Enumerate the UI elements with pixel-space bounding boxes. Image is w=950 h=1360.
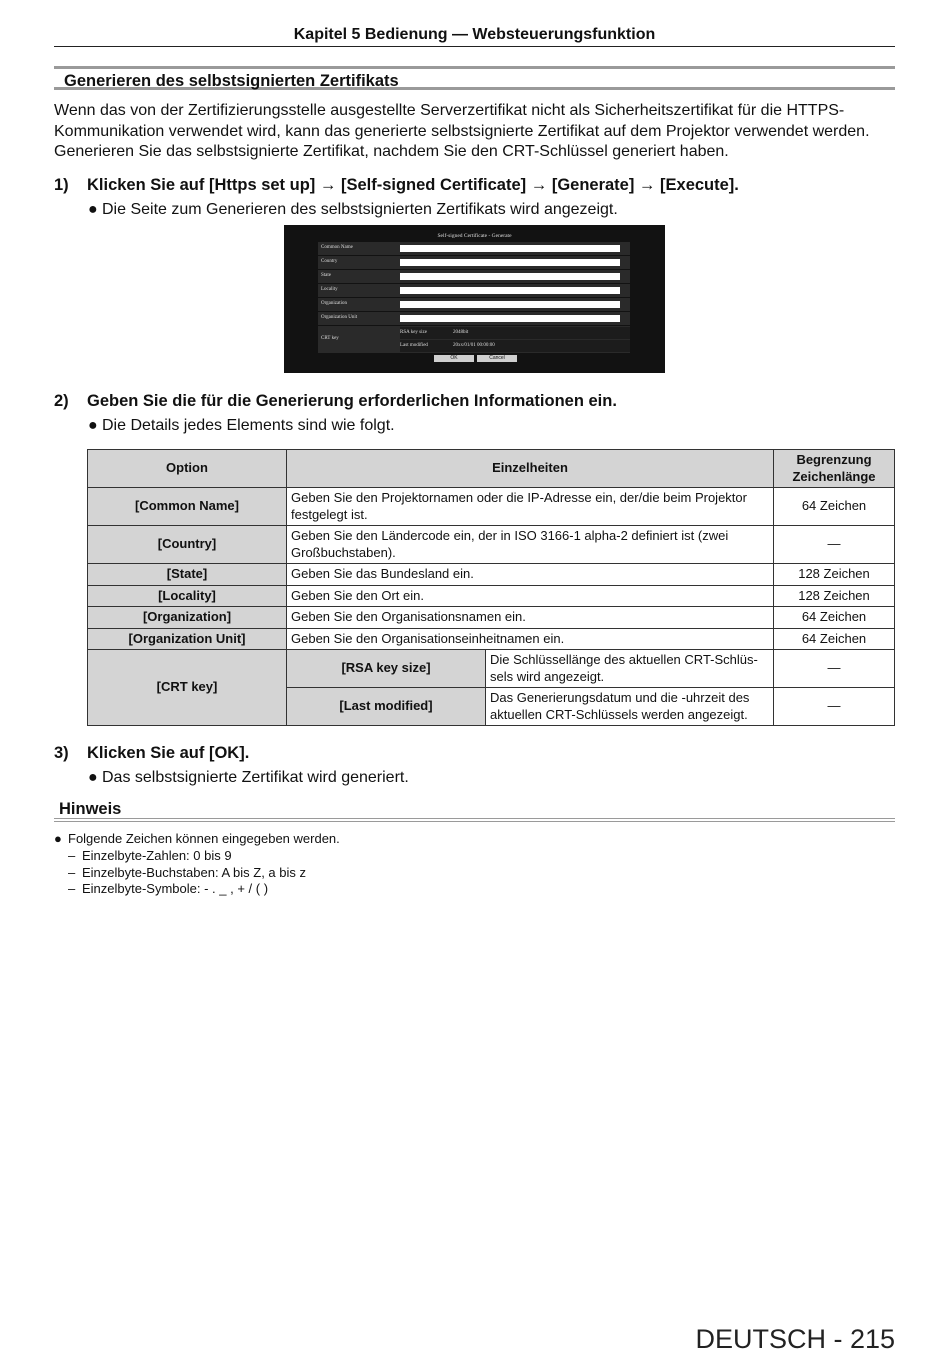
option-cell: [Common Name] (88, 488, 287, 526)
note-bullet (54, 831, 340, 846)
option-cell: [Organization Unit] (88, 628, 287, 650)
limit-cell: 64 Zeichen (774, 628, 895, 650)
section-title: Generieren des selbstsignierten Zertifikats (54, 66, 895, 90)
screen-title: Self-signed Certificate - Generate (437, 233, 512, 239)
col-limit-line2: Zeichenlänge (792, 468, 876, 484)
state-input (400, 273, 620, 280)
table-row (88, 488, 895, 526)
table-row (88, 526, 895, 564)
option-cell: [Locality] (88, 585, 287, 607)
step-1-bullet (88, 201, 618, 219)
screen-row-locality (318, 284, 630, 297)
step-number: 1) (54, 176, 69, 194)
limit-cell: 128 Zeichen (774, 564, 895, 586)
col-details: Einzelheiten (287, 450, 774, 488)
step-number: 2) (54, 392, 69, 410)
bullet-icon: ● (88, 201, 98, 218)
crt-label: CRT key (321, 336, 339, 341)
country-input (400, 259, 620, 266)
option-cell: [Country] (88, 526, 287, 564)
modified-value: 20xx/01/01 00:00:00 (453, 343, 495, 348)
bullet-text: Die Details jedes Elements sind wie folgt. (102, 417, 395, 434)
step-3 (54, 744, 249, 763)
dash-icon: – (68, 881, 76, 896)
option-cell: [State] (88, 564, 287, 586)
screen-row-state (318, 270, 630, 283)
bullet-text: Das selbstsignierte Zertifikat wird generiert. (102, 769, 409, 786)
bullet-text: Die Seite zum Generieren des selbstsignierten Zertifikats wird angezeigt. (102, 201, 618, 218)
bullet-icon: ● (88, 769, 98, 786)
note-item-text: Einzelbyte-Zahlen: 0 bis 9 (82, 848, 232, 863)
option-cell: [CRT key] (88, 650, 287, 726)
col-limit-line1: Begrenzung (796, 452, 872, 467)
chapter-header: Kapitel 5 Bedienung — Websteuerungsfunktion (54, 26, 895, 47)
rsa-value: 2048bit (453, 330, 469, 335)
details-cell: Geben Sie den Organisationseinheitnamen ein. (287, 628, 774, 650)
limit-cell: — (774, 650, 895, 688)
step-text: Klicken Sie auf [Https set up] → [Self-signed Certificate] → [Generate] → [Execute]. (87, 176, 739, 194)
details-cell: Geben Sie das Bundesland ein. (287, 564, 774, 586)
ok-button[interactable]: OK (434, 355, 474, 362)
limit-cell: — (774, 688, 895, 726)
field-label: Organization Unit (321, 315, 358, 320)
field-label: State (321, 273, 331, 278)
table-row (88, 585, 895, 607)
step-1 (54, 176, 739, 195)
table-row (88, 628, 895, 650)
screen-row-crt-key (318, 326, 630, 353)
limit-cell: 128 Zeichen (774, 585, 895, 607)
bullet-icon: ● (54, 831, 62, 846)
note-item (68, 865, 306, 880)
col-option: Option (88, 450, 287, 488)
details-cell: Geben Sie den Projektornamen oder die IP-Adresse ein, der/die beim Projektor festgelegt ist. (287, 488, 774, 526)
field-label: Locality (321, 287, 338, 292)
details-cell: Geben Sie den Organisationsnamen ein. (287, 607, 774, 629)
step-3-bullet (88, 769, 409, 787)
step-number: 3) (54, 744, 69, 762)
rsa-label: RSA key size (400, 330, 427, 335)
rsa-sub-row (400, 327, 630, 339)
limit-cell: 64 Zeichen (774, 607, 895, 629)
table-header-row (88, 450, 895, 488)
note-item-text: Einzelbyte-Buchstaben: A bis Z, a bis z (82, 865, 307, 880)
details-cell: Geben Sie den Ort ein. (287, 585, 774, 607)
note-title: Hinweis (54, 800, 895, 822)
step-2-bullet (88, 417, 395, 435)
note-item (68, 848, 232, 863)
option-cell: [Organization] (88, 607, 287, 629)
modified-label: Last modified (400, 343, 428, 348)
sub-option-cell: [RSA key size] (287, 650, 486, 688)
dash-icon: – (68, 865, 76, 880)
bullet-icon: ● (88, 417, 98, 434)
options-table (87, 449, 895, 726)
table-row (88, 564, 895, 586)
field-label: Country (321, 259, 338, 264)
details-cell: Die Schlüssellänge des aktuellen CRT-Schlüs-sels wird angezeigt. (486, 650, 774, 688)
note-text: Folgende Zeichen können eingegeben werden. (68, 831, 340, 846)
table-row (88, 607, 895, 629)
modified-sub-row (400, 340, 630, 352)
limit-cell: — (774, 526, 895, 564)
step-text: Geben Sie die für die Generierung erforderlichen Informationen ein. (87, 392, 617, 410)
col-limit (774, 450, 895, 488)
screen-row-common-name (318, 242, 630, 255)
limit-cell: 64 Zeichen (774, 488, 895, 526)
cancel-button[interactable]: Cancel (477, 355, 517, 362)
note-item (68, 881, 268, 896)
dash-icon: – (68, 848, 76, 863)
organization-unit-input (400, 315, 620, 322)
sub-option-cell: [Last modified] (287, 688, 486, 726)
step-2 (54, 392, 617, 411)
common-name-input (400, 245, 620, 252)
locality-input (400, 287, 620, 294)
organization-input (400, 301, 620, 308)
step-text: Klicken Sie auf [OK]. (87, 744, 250, 762)
details-cell: Geben Sie den Ländercode ein, der in ISO 3166-1 alpha-2 definiert ist (zwei Großbuchstaben). (287, 526, 774, 564)
intro-paragraph: Wenn das von der Zertifizierungsstelle ausgestellte Serverzertifikat nicht als Sicherheitszertifikat für die HTTPS-Kommunikation verwendet wird, kann das generierte selbstsignierte Zertifikat auf dem Projektor verwendet werden. Generieren Sie das selbstsignierte Zertifikat, nachdem Sie den CRT-Schlüssel generiert haben. (54, 102, 870, 160)
generate-screen-screenshot (284, 225, 665, 373)
table-row-crt-rsa (88, 650, 895, 688)
screen-row-organization-unit (318, 312, 630, 325)
screen-row-organization (318, 298, 630, 311)
field-label: Common Name (321, 245, 353, 250)
details-cell: Das Generierungsdatum und die -uhrzeit des aktuellen CRT-Schlüssels werden angezeigt. (486, 688, 774, 726)
page-number: DEUTSCH - 215 (695, 1324, 895, 1354)
field-label: Organization (321, 301, 348, 306)
note-item-text: Einzelbyte-Symbole: - . _ , + / ( ) (82, 881, 269, 896)
screen-row-country (318, 256, 630, 269)
